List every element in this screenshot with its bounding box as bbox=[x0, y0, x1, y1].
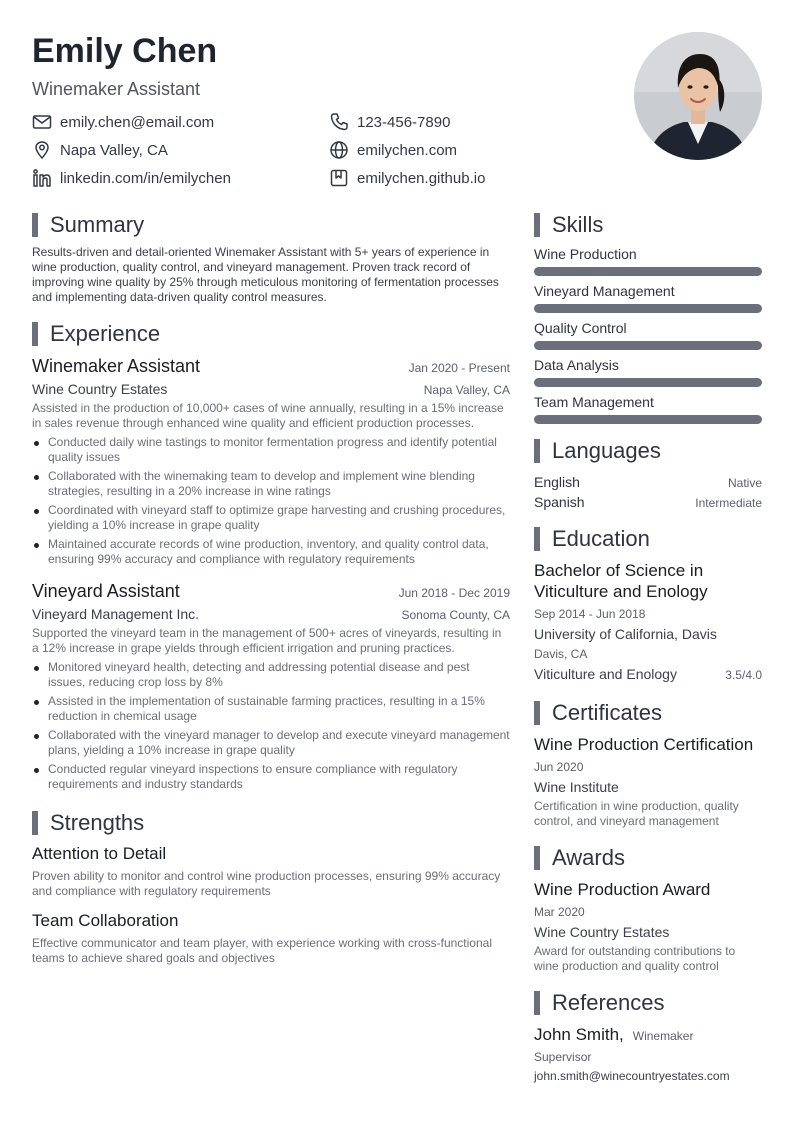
profile-photo bbox=[634, 32, 762, 160]
contact-linkedin[interactable] bbox=[32, 168, 231, 188]
skill-item bbox=[534, 283, 762, 313]
strength-description: Proven ability to monitor and control wine production processes, ensuring 99% accuracy and compliance with regulatory requirements bbox=[32, 869, 501, 898]
bullet-item bbox=[32, 503, 510, 533]
references-heading bbox=[534, 990, 762, 1016]
skill-item bbox=[534, 320, 762, 350]
summary-heading bbox=[32, 212, 510, 238]
phone-text: 123-456-7890 bbox=[357, 113, 451, 131]
section-accent-bar bbox=[534, 846, 540, 870]
github-text: emilychen.github.io bbox=[357, 169, 486, 187]
education-field: Viticulture and Enology bbox=[534, 666, 677, 682]
skill-name: Quality Control bbox=[534, 320, 627, 336]
summary-title: Summary bbox=[50, 212, 145, 237]
mail-icon bbox=[32, 112, 52, 132]
summary-text: Results-driven and detail-oriented Winemaker Assistant with 5+ years of experience in wine production, quality control, and vineyard management. Proven track record of improving wine quality by 25% through meticulous monitoring of fermentation processes and implementing data-driven quality control measures. bbox=[32, 245, 499, 304]
contact-website[interactable] bbox=[329, 140, 457, 160]
section-accent-bar bbox=[534, 439, 540, 463]
section-accent-bar bbox=[534, 701, 540, 725]
education-location: Davis, CA bbox=[534, 647, 588, 661]
job-entry bbox=[32, 356, 510, 567]
job-bullets bbox=[32, 660, 510, 792]
candidate-role: Winemaker Assistant bbox=[32, 79, 201, 99]
job-location: Sonoma County, CA bbox=[401, 608, 510, 622]
strength-item bbox=[32, 911, 510, 966]
bullet-text: Assisted in the implementation of sustainable farming practices, resulting in a 15% reduction in chemical usage bbox=[48, 694, 485, 723]
bullet-dot bbox=[34, 509, 39, 514]
bullet-dot bbox=[34, 768, 39, 773]
skill-level-bar bbox=[534, 378, 762, 387]
skill-level-bar bbox=[534, 341, 762, 350]
language-item bbox=[534, 494, 762, 510]
languages-title: Languages bbox=[552, 438, 661, 463]
job-description: Supported the vineyard team in the management of 500+ acres of vineyards, resulting in a 12% increase in grape yields through efficient irrigation and pruning practices. bbox=[32, 626, 502, 655]
languages-list bbox=[534, 474, 762, 510]
bullet-text: Collaborated with the winemaking team to develop and implement wine blending strategies, resulting in a 20% increase in wine ratings bbox=[48, 469, 475, 498]
education-heading bbox=[534, 526, 762, 552]
section-accent-bar bbox=[32, 213, 38, 237]
language-level: Native bbox=[727, 476, 762, 490]
language-name: Spanish bbox=[534, 494, 585, 510]
bullet-dot bbox=[34, 441, 39, 446]
linkedin-icon bbox=[32, 168, 52, 188]
references-title: References bbox=[552, 990, 665, 1015]
education-degree: Bachelor of Science in Viticulture and Enology bbox=[534, 561, 708, 601]
certificate-entry bbox=[534, 734, 762, 829]
contact-phone[interactable] bbox=[329, 112, 450, 132]
job-date: Jun 2018 - Dec 2019 bbox=[398, 586, 510, 600]
certificate-name: Wine Production Certification bbox=[534, 735, 754, 754]
section-accent-bar bbox=[534, 213, 540, 237]
section-accent-bar bbox=[534, 527, 540, 551]
skill-name: Vineyard Management bbox=[534, 283, 675, 299]
bullet-dot bbox=[34, 700, 39, 705]
bullet-text: Conducted regular vineyard inspections to ensure compliance with regulatory requirements and industry standards bbox=[48, 762, 458, 791]
job-title: Vineyard Assistant bbox=[32, 581, 180, 601]
phone-icon bbox=[329, 112, 349, 132]
contact-location bbox=[32, 140, 168, 160]
strength-description: Effective communicator and team player, with experience working with cross-functional teams to achieve shared goals and objectives bbox=[32, 936, 492, 965]
right-column bbox=[534, 212, 762, 1083]
job-date: Jan 2020 - Present bbox=[408, 361, 510, 375]
section-accent-bar bbox=[32, 322, 38, 346]
job-company: Vineyard Management Inc. bbox=[32, 606, 200, 622]
bullet-text: Monitored vineyard health, detecting and addressing potential disease and pest issues, reducing crop loss by 8% bbox=[48, 660, 470, 689]
education-field-row bbox=[534, 666, 762, 682]
education-dates: Sep 2014 - Jun 2018 bbox=[534, 607, 646, 621]
location-text: Napa Valley, CA bbox=[60, 141, 168, 159]
award-issuer: Wine Country Estates bbox=[534, 924, 670, 940]
certificate-date: Jun 2020 bbox=[534, 760, 584, 774]
bullet-dot bbox=[34, 475, 39, 480]
skill-level-bar bbox=[534, 304, 762, 313]
certificate-description: Certification in wine production, quality control, and vineyard management bbox=[534, 799, 739, 828]
skill-name: Team Management bbox=[534, 394, 654, 410]
globe-icon bbox=[329, 140, 349, 160]
skill-name: Data Analysis bbox=[534, 357, 619, 373]
strengths-heading bbox=[32, 810, 510, 836]
job-title: Winemaker Assistant bbox=[32, 356, 201, 376]
awards-heading bbox=[534, 845, 762, 871]
skill-item bbox=[534, 246, 762, 276]
certificate-issuer: Wine Institute bbox=[534, 779, 619, 795]
bullet-text: Maintained accurate records of wine production, inventory, and quality control data, ensuring 99% accuracy and compliance with regulatory requirements bbox=[48, 537, 489, 566]
bullet-item bbox=[32, 435, 510, 465]
bullet-item bbox=[32, 469, 510, 499]
job-description: Assisted in the production of 10,000+ cases of wine annually, resulting in a 15% increase in sales revenue through enhanced wine quality and efficient production processes. bbox=[32, 401, 504, 430]
skills-list bbox=[534, 246, 762, 424]
reference-name: John Smith, bbox=[534, 1025, 624, 1044]
language-name: English bbox=[534, 474, 580, 490]
language-item bbox=[534, 474, 762, 490]
email-text: emily.chen@email.com bbox=[60, 113, 215, 131]
contact-github[interactable] bbox=[329, 168, 485, 188]
bullet-text: Conducted daily wine tastings to monitor fermentation progress and identify potential quality issues bbox=[48, 435, 497, 464]
strengths-title: Strengths bbox=[50, 810, 145, 835]
bullet-text: Collaborated with the vineyard manager to develop and execute vineyard management plans, yielding a 10% increase in grape quality bbox=[48, 728, 510, 757]
skill-level-bar bbox=[534, 267, 762, 276]
certificates-title: Certificates bbox=[552, 700, 663, 725]
languages-heading bbox=[534, 438, 762, 464]
award-name: Wine Production Award bbox=[534, 880, 711, 899]
bullet-item bbox=[32, 762, 510, 792]
skills-title: Skills bbox=[552, 212, 604, 237]
bullet-item bbox=[32, 537, 510, 567]
location-pin-icon bbox=[32, 140, 52, 160]
job-entry bbox=[32, 581, 510, 792]
experience-heading bbox=[32, 321, 510, 347]
award-entry bbox=[534, 879, 762, 974]
bullet-item bbox=[32, 660, 510, 690]
awards-title: Awards bbox=[552, 845, 625, 870]
skill-item bbox=[534, 357, 762, 387]
reference-relation: Supervisor bbox=[534, 1050, 592, 1064]
reference-email[interactable]: john.smith@winecountryestates.com bbox=[534, 1069, 730, 1083]
education-entry bbox=[534, 560, 762, 682]
skills-heading bbox=[534, 212, 762, 238]
section-accent-bar bbox=[32, 811, 38, 835]
certificates-heading bbox=[534, 700, 762, 726]
bullet-item bbox=[32, 728, 510, 758]
strength-title: Team Collaboration bbox=[32, 911, 179, 930]
bookmark-box-icon bbox=[329, 168, 349, 188]
strength-item bbox=[32, 844, 510, 899]
skill-item bbox=[534, 394, 762, 424]
experience-title: Experience bbox=[50, 321, 161, 346]
job-company: Wine Country Estates bbox=[32, 381, 168, 397]
linkedin-text: linkedin.com/in/emilychen bbox=[60, 169, 231, 187]
education-school: University of California, Davis bbox=[534, 626, 717, 642]
strength-title: Attention to Detail bbox=[32, 844, 167, 863]
skill-level-bar bbox=[534, 415, 762, 424]
bullet-item bbox=[32, 694, 510, 724]
bullet-dot bbox=[34, 666, 39, 671]
job-bullets bbox=[32, 435, 510, 567]
award-description: Award for outstanding contributions to wine production and quality control bbox=[534, 944, 736, 973]
bullet-dot bbox=[34, 734, 39, 739]
education-title: Education bbox=[552, 526, 650, 551]
candidate-name: Emily Chen bbox=[32, 32, 218, 70]
contact-email[interactable] bbox=[32, 112, 214, 132]
skill-name: Wine Production bbox=[534, 246, 637, 262]
section-accent-bar bbox=[534, 991, 540, 1015]
award-date: Mar 2020 bbox=[534, 905, 585, 919]
job-location: Napa Valley, CA bbox=[423, 383, 510, 397]
left-column bbox=[32, 212, 510, 966]
language-level: Intermediate bbox=[695, 496, 762, 510]
reference-role: Winemaker bbox=[632, 1029, 694, 1043]
bullet-dot bbox=[34, 543, 39, 548]
reference-entry bbox=[534, 1024, 762, 1083]
education-gpa: 3.5/4.0 bbox=[725, 668, 762, 682]
website-text: emilychen.com bbox=[357, 141, 458, 159]
bullet-text: Coordinated with vineyard staff to optimize grape harvesting and crushing procedures, yielding a 10% increase in grape quality bbox=[48, 503, 506, 532]
